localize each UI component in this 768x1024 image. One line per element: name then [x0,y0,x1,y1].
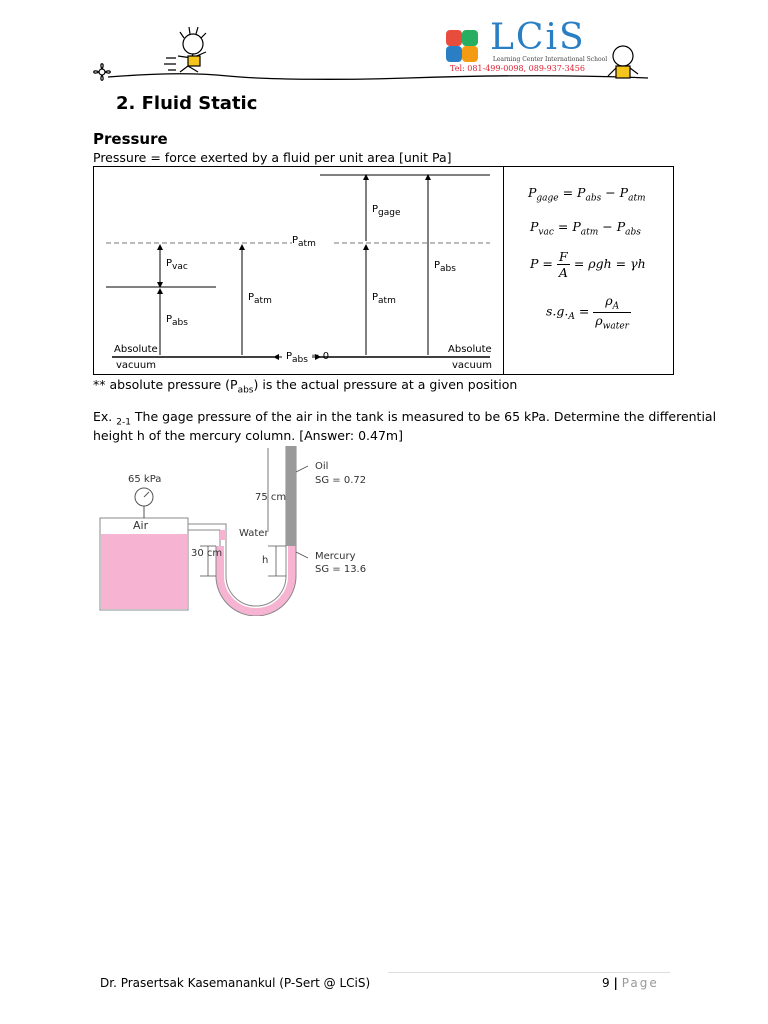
p-atm-left-label: Patm [248,292,272,306]
p-atm-top-label: Patm [292,235,316,249]
oil-sg-label: SG = 0.72 [315,475,367,486]
vacuum-right-label: vacuum [452,360,492,371]
pressure-diagram-box [93,166,674,375]
oil-label: Oil [315,461,329,472]
formula-pressure: P = $\frac{F}{A}$ = ρgh = γh [530,249,646,280]
tank-water [101,534,187,609]
pressure-definition: Pressure = force exerted by a fluid per unit area [unit Pa] [93,150,452,165]
dimension-30cm: 30 cm [191,548,223,559]
absolute-pressure-note: ** absolute pressure $(P_{abs})$ is the actual pressure at a given position [93,377,518,396]
school-phone: Tel: 081-499-0098, 089-937-3456 [450,64,585,73]
vacuum-left-label: vacuum [116,360,156,371]
absolute-right-label: Absolute [448,344,492,355]
formula-gage: $P_{gage} = P_{abs} - P_{atm}$ [528,185,646,204]
mercury-label: Mercury [315,551,356,562]
dimension-h: h [262,555,269,566]
footer-rule [388,972,670,973]
school-name: Learning Center International School [492,56,608,63]
footer-author: Dr. Prasertsak Kasemanankul (P-Sert @ LCiS) [100,976,371,990]
example-line-2: height h of the mercury column. [Answer: 0.47m] [93,428,403,443]
subsection-title: Pressure [93,130,168,148]
running-kid-icon [164,27,206,72]
oil-column [286,446,296,546]
absolute-left-label: Absolute [114,344,158,355]
mercury-sg-label: SG = 13.6 [315,564,367,575]
water-label: Water [239,528,269,539]
p-abs-zero-label: Pabs = 0 [286,351,330,365]
formula-vac: $P_{vac} = P_{atm} - P_{abs}$ [530,219,641,238]
p-abs-left-label: Pabs [166,314,188,328]
p-atm-right-label: Patm [372,292,396,306]
diagram-divider [503,167,504,374]
section-title: 2. Fluid Static [116,93,258,114]
formula-specific-gravity: $s.g._A$ = $\frac{\rho_A}{\rho_{water}}$ [546,293,629,331]
footer-page-number: 9 | Page [602,976,659,990]
p-abs-right-label: Pabs [434,260,456,274]
p-gage-label: Pgage [372,204,401,218]
school-logo: LCiS [490,17,586,58]
mercury-u-tube [220,546,292,612]
air-label: Air [133,519,149,532]
logo-puzzle-icon [446,30,478,62]
flower-icon [94,64,111,81]
dimension-75cm: 75 cm [255,492,287,503]
example-line-1: Ex. $_{2-1}$ The gage pressure of the air in the tank is measured to be 65 kPa. Determine the differential [93,409,717,428]
gauge-label: 65 kPa [128,474,162,485]
p-vac-label: Pvac [166,258,188,272]
